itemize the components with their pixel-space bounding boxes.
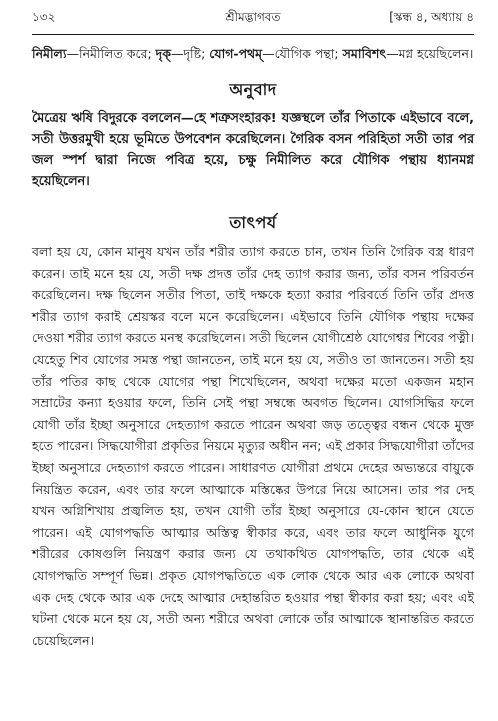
synonym-term: নিমীল্য [32,46,67,61]
book-title: শ্রীমদ্ভাগবত [225,10,281,24]
synonym-meaning: দৃষ্টি; [183,46,206,61]
synonym-meaning: মগ্ন হয়েছিলেন। [398,46,474,61]
translation-text: মৈত্রেয় ঋষি বিদুরকে বললেন—হে শত্রুসংহারক! যজ্ঞস্থলে তাঁর পিতাকে এইভাবে বলে, সতী উত্তরমুখী হয়ে ভূমিতে উপবেশন করেছিলেন। গৈরিক বসন পরিহিতা সতী তার পর জল স্পর্শ দ্বারা নিজে পবিত্র হয়ে, চক্ষু নিমীলিত করে যৌগিক পন্থায় ধ্যানমগ্ন হয়েছিলেন। [32,111,474,189]
header-divider [32,34,474,35]
synonym-term: সমাবিশৎ [342,46,387,61]
chapter-reference: [স্কন্ধ ৪, অধ্যায় ৪ [389,10,474,24]
synonym-meaning: যৌগিক পন্থা; [274,46,339,61]
translation-section [32,108,474,192]
purport-section [32,241,474,651]
translation-heading: অনুবাদ [229,80,277,99]
purport-text: বলা হয় যে, কোন মানুষ যখন তাঁর শরীর ত্যাগ করতে চান, তখন তিনি গৈরিক বস্ত্র ধারণ করেন। তাই মনে হয় যে, সতী দক্ষ প্রদত্ত তাঁর দেহ ত্যাগ করার জন্য, তাঁর বসন পরিবর্তন করেছিলেন। দক্ষ ছিলেন সতীর পিতা, তাই দক্ষকে হত্যা করার পরিবর্তে তিনি তাঁর প্রদত্ত শরীর ত্যাগ করাই শ্রেয়স্কর বলে মনে করেছিলেন। এইভাবে তিনি যৌগিক পন্থায় দক্ষের দেওয়া শরীর ত্যাগ করতে মনস্থ করেছিলেন। সতী ছিলেন যোগীশ্রেষ্ঠ যোগেশ্বর শিবের পত্নী। যেহেতু শিব যোগের সমস্ত পন্থা জানতেন, তাই মনে হয় যে, সতীও তা জানতেন। সতী হয় তাঁর পতির কাছ থেকে যোগের পন্থা শিখেছিলেন, অথবা দক্ষের মতো একজন মহান সম্রাটের কন্যা হওয়ার ফলে, তিনি সেই পন্থা সম্বন্ধে অবগত ছিলেন। যোগসিদ্ধির ফলে যোগী তাঁর ইচ্ছা অনুসারে দেহত্যাগ করতে পারেন অথবা জড় তত্ত্বের বন্ধন থেকে মুক্ত হতে পারেন। সিদ্ধযোগীরা প্রকৃতির নিয়মে মৃত্যুর অধীন নন; এই প্রকার সিদ্ধযোগীরা তাঁদের ইচ্ছা অনুসারে দেহত্যাগ করতে পারেন। সাধারণত যোগীরা প্রথমে দেহের অভ্যন্তরে বায়ুকে নিয়ন্ত্রিত করেন, এবং তার ফলে আত্মাকে মস্তিষ্কের উপরে নিয়ে আসেন। তার পর দেহ যখন অগ্নিশিখায় প্রজ্বলিত হয়, তখন যোগী তাঁর ইচ্ছা অনুসারে যে-কোন স্থানে যেতে পারেন। এই যোগপদ্ধতি আত্মার অস্তিত্ব স্বীকার করে, এবং তার ফলে আধুনিক যুগে শরীরের কোষগুলি নিয়ন্ত্রণ করার জন্য যে তথাকথিত যোগপদ্ধতি, তার থেকে এই যোগপদ্ধতি সম্পূর্ণ ভিন্ন। প্রকৃত যোগপদ্ধতিতে এক লোক থেকে আর এক লোকে অথবা এক দেহ থেকে আর এক দেহে আত্মার দেহান্তরিত হওয়ার পন্থা স্বীকার করা হয়; এবং এই ঘটনা থেকে মনে হয় যে, সতী অন্য শরীরে অথবা লোকে তাঁর আত্মাকে স্থানান্তরিত করতে চেয়েছিলেন। [32,244,474,648]
synonym-meaning: নিমীলিত করে; [79,46,152,61]
synonym-term: যোগ-পথম্ [209,46,263,61]
synonym-term: দৃক্ [155,46,171,61]
running-header [32,2,474,32]
purport-heading: তাৎপর্য [229,213,277,232]
page-number: ১৩২ [32,10,56,24]
word-meanings: নিমীল্য—নিমীলিত করে; দৃক্—দৃষ্টি; যোগ-পথম্—যৌগিক পন্থা; সমাবিশৎ—মগ্ন হয়েছিলেন। [32,46,474,61]
